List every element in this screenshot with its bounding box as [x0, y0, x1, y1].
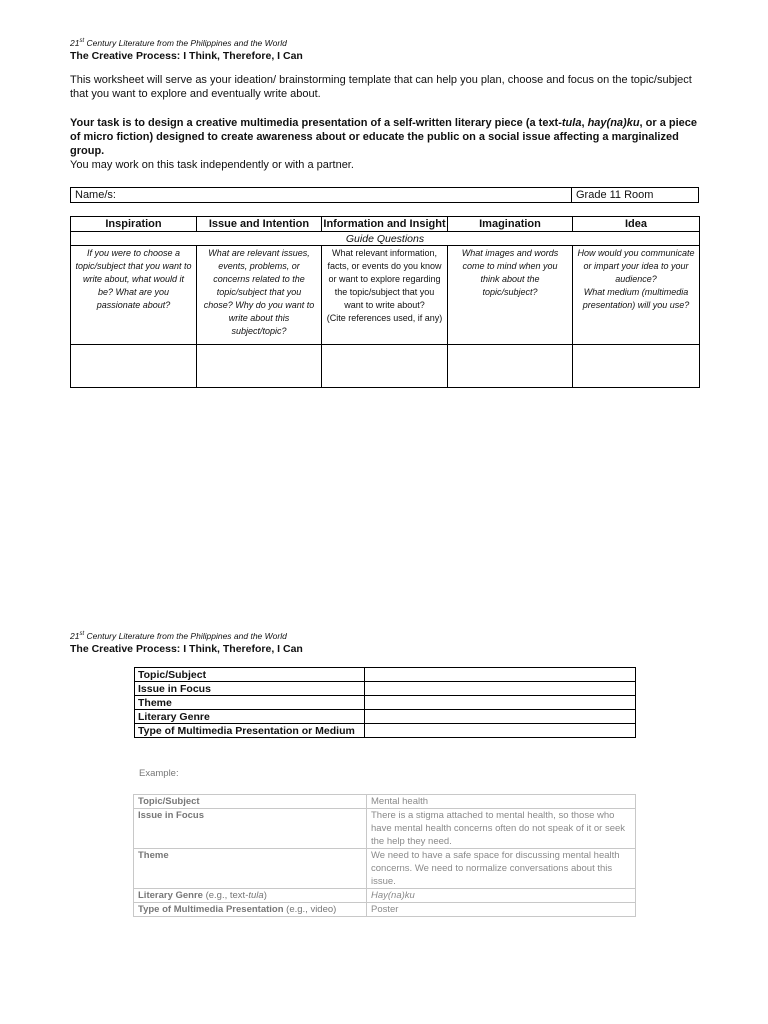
example-theme-key: Theme: [134, 849, 367, 889]
answer-information[interactable]: [322, 345, 448, 388]
example-issue-value: There is a stigma attached to mental health, so those who have mental health concerns often do not speak of it or seek the help they need.: [367, 809, 636, 849]
worksheet-title-2: The Creative Process: I Think, Therefore, I Can: [70, 642, 303, 655]
literary-genre-label: Literary Genre: [135, 710, 365, 724]
task-section: [70, 116, 700, 158]
grade-room-field[interactable]: Grade 11 Room: [572, 188, 699, 203]
answer-issue[interactable]: [197, 345, 322, 388]
question-idea: How would you communicate or impart your idea to your audience? What medium (multimedia presentation) will you use?: [573, 246, 700, 345]
col-idea: Idea: [573, 217, 700, 232]
name-grade-row: [70, 187, 699, 203]
example-genre-value: Hay(na)ku: [367, 889, 636, 903]
multimedia-type-label: Type of Multimedia Presentation or Medium: [135, 724, 365, 738]
example-issue-key: Issue in Focus: [134, 809, 367, 849]
theme-label: Theme: [135, 696, 365, 710]
worksheet-title: The Creative Process: I Think, Therefore, I Can: [70, 49, 303, 62]
question-imagination: What images and words come to mind when you think about the topic/subject?: [448, 246, 573, 345]
question-information: What relevant information, facts, or events do you know or want to explore regarding the topic/subject that you want to write about? (Cite references used, if any): [322, 246, 448, 345]
example-topic-key: Topic/Subject: [134, 795, 367, 809]
example-type-key: Type of Multimedia Presentation (e.g., video): [134, 903, 367, 917]
col-information-insight: Information and Insight: [323, 218, 446, 230]
guide-questions-label: Guide Questions: [71, 232, 700, 246]
question-inspiration: If you were to choose a topic/subject that you want to write about, what would it be? What are you passionate about?: [71, 246, 197, 345]
theme-input[interactable]: [365, 696, 636, 710]
col-inspiration: Inspiration: [71, 217, 197, 232]
multimedia-type-input[interactable]: [365, 724, 636, 738]
answer-idea[interactable]: [573, 345, 700, 388]
example-theme-value: We need to have a safe space for discussing mental health concerns. We need to normalize conversations about this issue.: [367, 849, 636, 889]
names-field[interactable]: Name/s:: [71, 188, 572, 203]
ideation-table: [70, 216, 700, 388]
intro-section: [70, 73, 700, 101]
issue-focus-label: Issue in Focus: [135, 682, 365, 696]
partner-note: You may work on this task independently or with a partner.: [70, 159, 354, 171]
example-topic-value: Mental health: [367, 795, 636, 809]
col-imagination: Imagination: [448, 217, 573, 232]
page1-header: [70, 36, 700, 63]
intro-paragraph: This worksheet will serve as your ideation/ brainstorming template that can help you plan, choose and focus on the topic/subject that you want to explore and eventually write about.: [70, 74, 692, 100]
example-type-value: Poster: [367, 903, 636, 917]
question-issue: What are relevant issues, events, problems, or concerns related to the topic/subject that you chose? Why do you want to write about this subject/topic?: [197, 246, 322, 345]
topic-subject-label: Topic/Subject: [135, 668, 365, 682]
col-issue-intention: Issue and Intention: [197, 217, 322, 232]
task-paragraph: Your task is to design a creative multimedia presentation of a self-written literary piece (a text-tula, hay(na)ku, or a piece of micro fiction) designed to create awareness about or educate the public on a social issue affecting a marginalized group.: [70, 117, 698, 157]
literary-genre-input[interactable]: [365, 710, 636, 724]
example-table: [133, 794, 636, 917]
course-name-2: 21st Century Literature from the Philippines and the World: [70, 630, 287, 641]
topic-table: [134, 667, 636, 738]
topic-subject-input[interactable]: [365, 668, 636, 682]
page2-header: [70, 629, 700, 656]
example-label: Example:: [139, 768, 179, 779]
course-name: 21st Century Literature from the Philippines and the World: [70, 37, 287, 48]
answer-imagination[interactable]: [448, 345, 573, 388]
example-genre-key: Literary Genre (e.g., text-tula): [134, 889, 367, 903]
answer-inspiration[interactable]: [71, 345, 197, 388]
issue-focus-input[interactable]: [365, 682, 636, 696]
